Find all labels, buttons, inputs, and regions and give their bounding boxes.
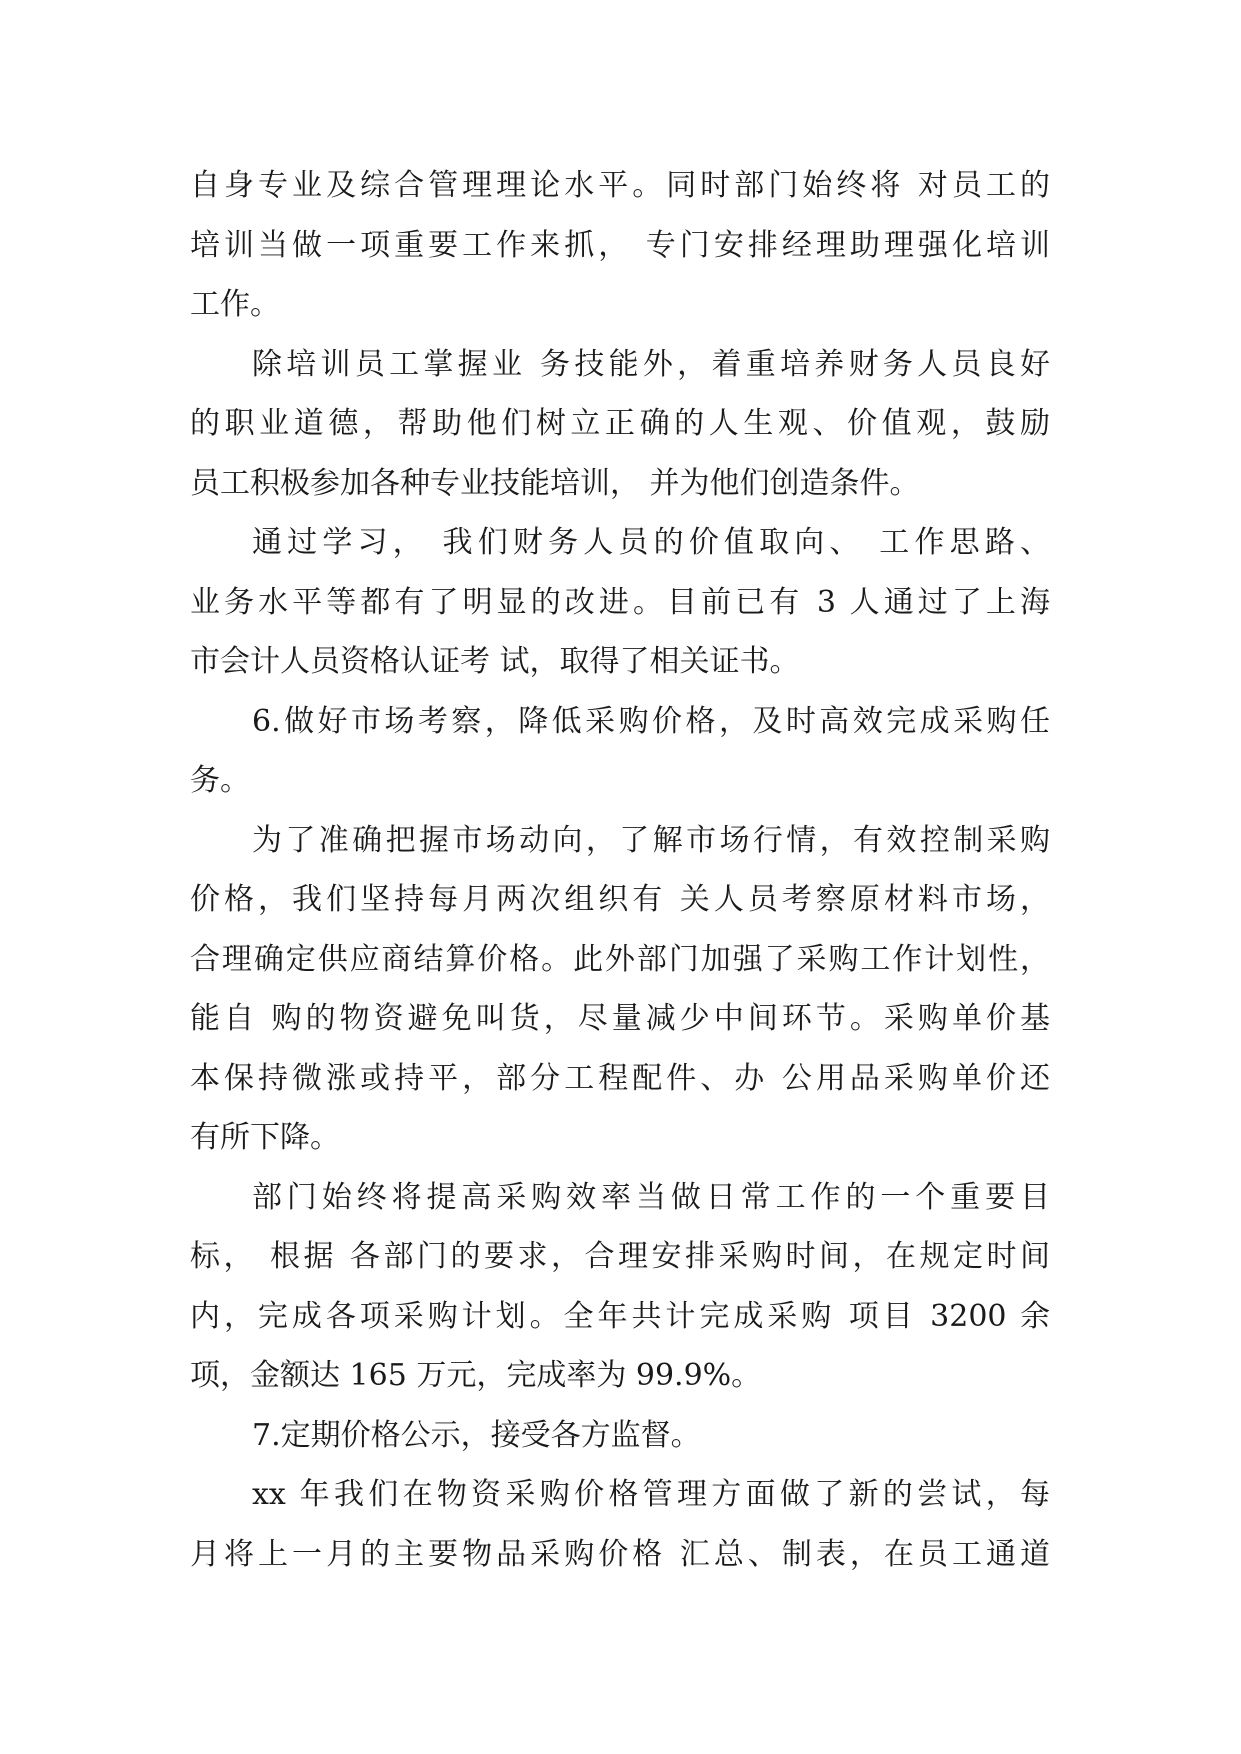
text-line: 月将上一月的主要物品采购价格 汇总、制表，在员工通道 (190, 1536, 1050, 1572)
text-line: 的职业道德，帮助他们树立正确的人生观、价值观，鼓励 (190, 406, 1050, 441)
text-line: 合理确定供应商结算价格。此外部门加强了采购工作计划性， (190, 941, 1050, 977)
text-line: 项，金额达 165 万元，完成率为 99.9%。 (190, 1358, 762, 1393)
text-line: 市会计人员资格认证考 试，取得了相关证书。 (190, 644, 800, 679)
document-body (190, 156, 1050, 1584)
text-line: 标， 根据 各部门的要求，合理安排采购时间，在规定时间 (190, 1239, 1050, 1274)
text-line: xx 年我们在物资采购价格管理方面做了新的尝试，每 (252, 1477, 1050, 1512)
text-line: 为了准确把握市场动向，了解市场行情，有效控制采购 (252, 822, 1050, 858)
text-line: 能自 购的物资避免叫货，尽量减少中间环节。采购单价基 (190, 1001, 1050, 1036)
text-line: 通过学习， 我们财务人员的价值取向、 工作思路、 (252, 525, 1050, 560)
text-line: 工作。 (190, 287, 280, 322)
text-line: 6.做好市场考察，降低采购价格，及时高效完成采购任 (252, 703, 1050, 739)
text-line: 除培训员工掌握业 务技能外，着重培养财务人员良好 (252, 346, 1050, 382)
text-line: 价格，我们坚持每月两次组织有 关人员考察原材料市场， (190, 882, 1050, 917)
text-line: 员工积极参加各种专业技能培训， 并为他们创造条件。 (190, 465, 920, 501)
text-line: 部门始终将提高采购效率当做日常工作的一个重要目 (252, 1179, 1050, 1215)
text-line: 培训当做一项重要工作来抓， 专门安排经理助理强化培训 (190, 227, 1050, 263)
text-line: 本保持微涨或持平，部分工程配件、办 公用品采购单价还 (190, 1060, 1050, 1096)
text-line: 务。 (190, 763, 250, 798)
text-line: 有所下降。 (190, 1120, 340, 1155)
text-line: 业务水平等都有了明显的改进。目前已有 3 人通过了上海 (190, 584, 1050, 620)
text-line: 自身专业及综合管理理论水平。同时部门始终将 对员工的 (190, 168, 1050, 203)
text-line: 7.定期价格公示，接受各方监督。 (252, 1417, 701, 1453)
text-line: 内，完成各项采购计划。全年共计完成采购 项目 3200 余 (190, 1298, 1050, 1334)
